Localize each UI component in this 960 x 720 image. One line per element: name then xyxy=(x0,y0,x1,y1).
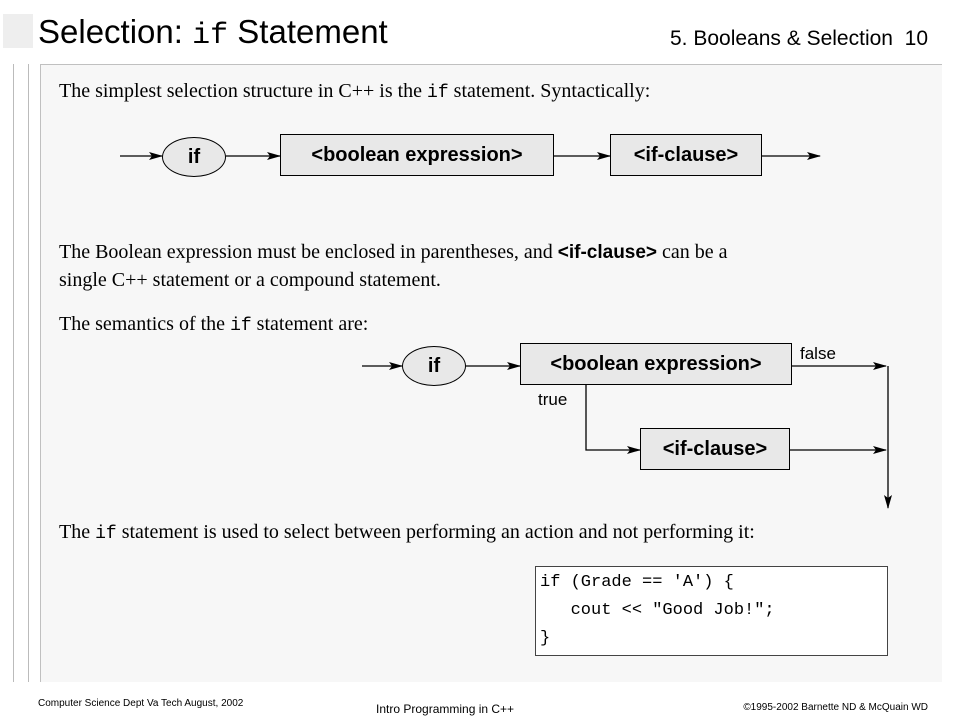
semantics-boolean-expression-box: <boolean expression> xyxy=(520,343,792,385)
semantics-text-after: statement are: xyxy=(256,313,369,335)
syntax-if-clause-box: <if-clause> xyxy=(610,134,762,176)
boolean-text-after: can be a xyxy=(662,241,728,263)
boolean-paragraph-line1 xyxy=(59,238,728,267)
chapter-title: 5. Booleans & Selection xyxy=(669,27,893,50)
footer-department: Computer Science Dept Va Tech August, 2002 xyxy=(38,698,244,709)
syntax-if-keyword: if xyxy=(162,137,226,177)
usage-paragraph xyxy=(59,518,755,549)
intro-text-after: statement. Syntactically: xyxy=(453,80,651,102)
title-keyword: if xyxy=(192,19,229,53)
code-example-box xyxy=(535,566,888,656)
semantics-if-clause-box: <if-clause> xyxy=(640,428,790,470)
code-line-1: if (Grade == 'A') { xyxy=(540,573,734,592)
footer-copyright: ©1995-2002 Barnette ND & McQuain WD xyxy=(743,702,928,713)
boolean-text: The Boolean expression must be enclosed in parentheses, and xyxy=(59,241,553,263)
semantics-paragraph xyxy=(59,310,368,341)
syntax-boolean-expression-box: <boolean expression> xyxy=(280,134,554,176)
footer-course: Intro Programming in C++ xyxy=(376,702,515,716)
title-prefix: Selection: xyxy=(38,13,183,50)
boolean-paragraph-line2: single C++ statement or a compound statement. xyxy=(59,269,441,291)
intro-text-before: The simplest selection structure in C++ is the xyxy=(59,80,423,102)
usage-text-after: statement is used to select between performing an action and not performing it: xyxy=(121,521,755,543)
true-branch-connector xyxy=(586,384,640,450)
semantics-text-before: The semantics of the xyxy=(59,313,226,335)
usage-text-before: The xyxy=(59,521,91,543)
code-line-3: } xyxy=(540,629,551,648)
title-suffix: Statement xyxy=(237,13,388,50)
page-number: 10 xyxy=(904,27,928,50)
semantics-if-keyword: if xyxy=(402,346,466,386)
usage-keyword: if xyxy=(95,524,117,544)
if-clause-term: <if-clause> xyxy=(557,242,658,263)
true-branch-label: true xyxy=(538,390,568,409)
code-line-2: cout << "Good Job!"; xyxy=(540,601,775,620)
false-branch-label: false xyxy=(800,344,836,363)
intro-keyword: if xyxy=(427,83,449,103)
semantics-keyword: if xyxy=(230,316,252,336)
